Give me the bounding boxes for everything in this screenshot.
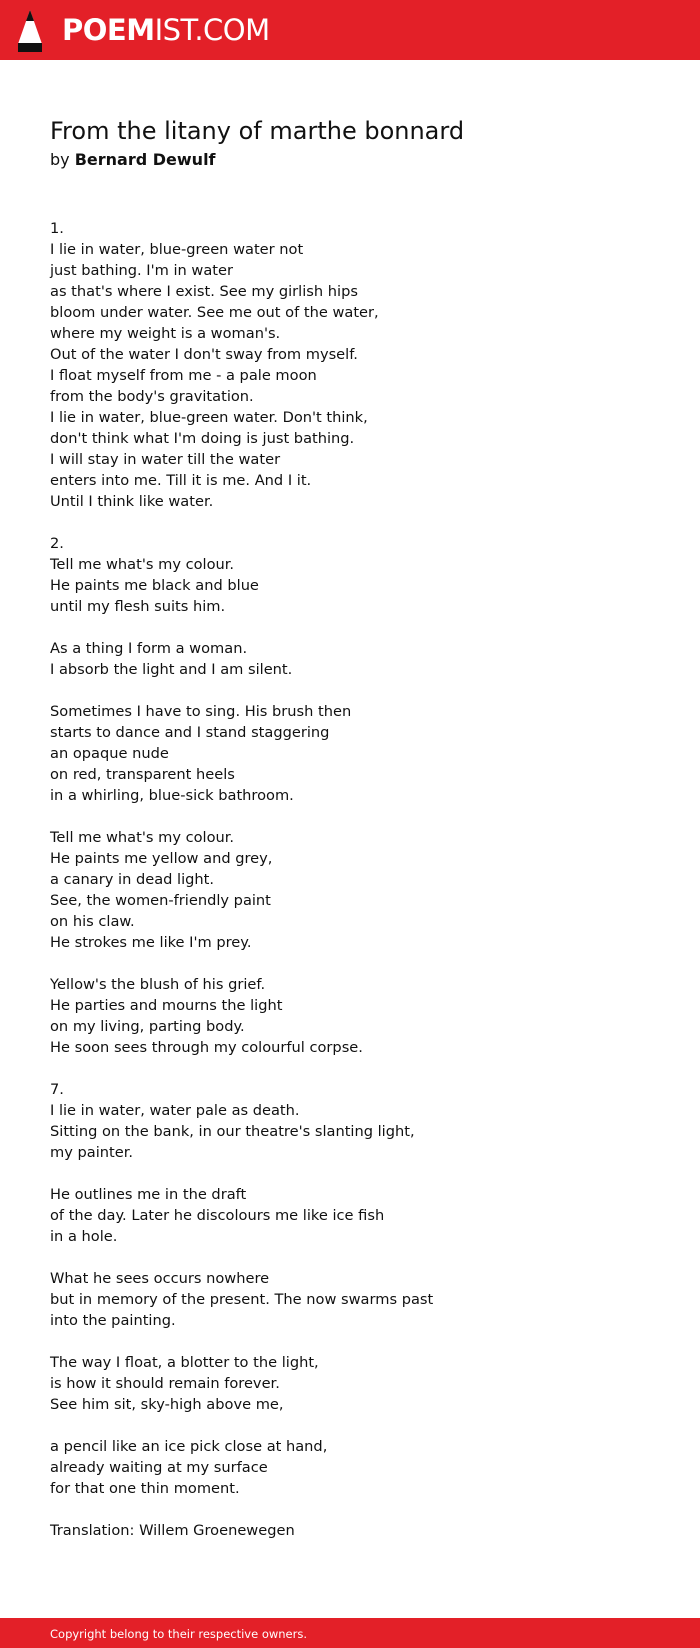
poem-line: just bathing. I'm in water — [50, 262, 233, 279]
poem-line: I absorb the light and I am silent. — [50, 661, 293, 678]
poem-line: Yellow's the blush of his grief. — [50, 976, 266, 993]
author-name: Bernard Dewulf — [74, 150, 216, 169]
poem-line: Sitting on the bank, in our theatre's slanting light, — [50, 1123, 415, 1140]
poem-line: into the painting. — [50, 1312, 176, 1329]
poem-line: I lie in water, blue-green water. Don't think, — [50, 409, 368, 426]
stanza-break — [50, 953, 650, 974]
poem-line: Tell me what's my colour. — [50, 829, 235, 846]
poem-line: I float myself from me - a pale moon — [50, 367, 317, 384]
poem-line: I lie in water, blue-green water not — [50, 241, 304, 258]
by-label: by — [50, 150, 70, 169]
poem-line: The way I float, a blotter to the light, — [50, 1354, 319, 1371]
poem-line: As a thing I form a woman. — [50, 640, 248, 657]
poem-line: is how it should remain forever. — [50, 1375, 280, 1392]
poem-line: enters into me. Till it is me. And I it. — [50, 472, 312, 489]
poem-line: for that one thin moment. — [50, 1480, 240, 1497]
poem-line: 1. — [50, 220, 64, 237]
poem-line: from the body's gravitation. — [50, 388, 254, 405]
stanza-break — [50, 1499, 650, 1520]
poem-line: but in memory of the present. The now swarms past — [50, 1291, 434, 1308]
poem-line: He paints me black and blue — [50, 577, 259, 594]
poem-line: in a whirling, blue-sick bathroom. — [50, 787, 294, 804]
poem-body — [50, 218, 650, 1541]
poem-line: Until I think like water. — [50, 493, 214, 510]
stanza-break — [50, 806, 650, 827]
stanza-break — [50, 1247, 650, 1268]
poem-line: a pencil like an ice pick close at hand, — [50, 1438, 328, 1455]
stanza-break — [50, 1331, 650, 1352]
poem-line: See, the women-friendly paint — [50, 892, 271, 909]
poem-line: don't think what I'm doing is just bathing. — [50, 430, 355, 447]
poem-line: 2. — [50, 535, 64, 552]
site-logo[interactable] — [62, 12, 270, 48]
stanza-break — [50, 1415, 650, 1436]
poem-line: He soon sees through my colourful corpse. — [50, 1039, 363, 1056]
poem-title: From the litany of marthe bonnard — [50, 117, 465, 145]
poem-line: He strokes me like I'm prey. — [50, 934, 252, 951]
poem-line: a canary in dead light. — [50, 871, 215, 888]
poem-line: He paints me yellow and grey, — [50, 850, 273, 867]
poem-line: bloom under water. See me out of the water, — [50, 304, 379, 321]
poem-line: on his claw. — [50, 913, 135, 930]
poem-line: Out of the water I don't sway from myself. — [50, 346, 358, 363]
poem-line: Tell me what's my colour. — [50, 556, 235, 573]
stanza-break — [50, 1058, 650, 1079]
poem-line: my painter. — [50, 1144, 134, 1161]
poem-line: Sometimes I have to sing. His brush then — [50, 703, 352, 720]
poem-line: He parties and mourns the light — [50, 997, 283, 1014]
poem-line: I lie in water, water pale as death. — [50, 1102, 300, 1119]
poem-line: on red, transparent heels — [50, 766, 235, 783]
poem-line: where my weight is a woman's. — [50, 325, 281, 342]
poem-line: 7. — [50, 1081, 64, 1098]
stanza-break — [50, 680, 650, 701]
poem-line: Translation: Willem Groenewegen — [50, 1522, 295, 1539]
byline — [50, 149, 216, 171]
poem-line: as that's where I exist. See my girlish hips — [50, 283, 358, 300]
poem-line: He outlines me in the draft — [50, 1186, 247, 1203]
poem-line: on my living, parting body. — [50, 1018, 245, 1035]
site-footer — [0, 1618, 700, 1648]
site-header — [0, 0, 700, 60]
poem-line: See him sit, sky-high above me, — [50, 1396, 284, 1413]
logo-bold-text: POEM — [62, 13, 155, 47]
copyright-text: Copyright belong to their respective owners. — [50, 1627, 308, 1641]
poem-line: an opaque nude — [50, 745, 169, 762]
poem-line: starts to dance and I stand staggering — [50, 724, 330, 741]
poem-line: I will stay in water till the water — [50, 451, 281, 468]
poem-line: already waiting at my surface — [50, 1459, 268, 1476]
stanza-break — [50, 512, 650, 533]
stanza-break — [50, 617, 650, 638]
poem-line: in a hole. — [50, 1228, 118, 1245]
pencil-logo-icon[interactable] — [18, 10, 42, 52]
logo-light-text: IST.COM — [154, 13, 270, 47]
poem-line: of the day. Later he discolours me like ice fish — [50, 1207, 385, 1224]
poem-line: until my flesh suits him. — [50, 598, 226, 615]
poem-line: What he sees occurs nowhere — [50, 1270, 270, 1287]
stanza-break — [50, 1163, 650, 1184]
